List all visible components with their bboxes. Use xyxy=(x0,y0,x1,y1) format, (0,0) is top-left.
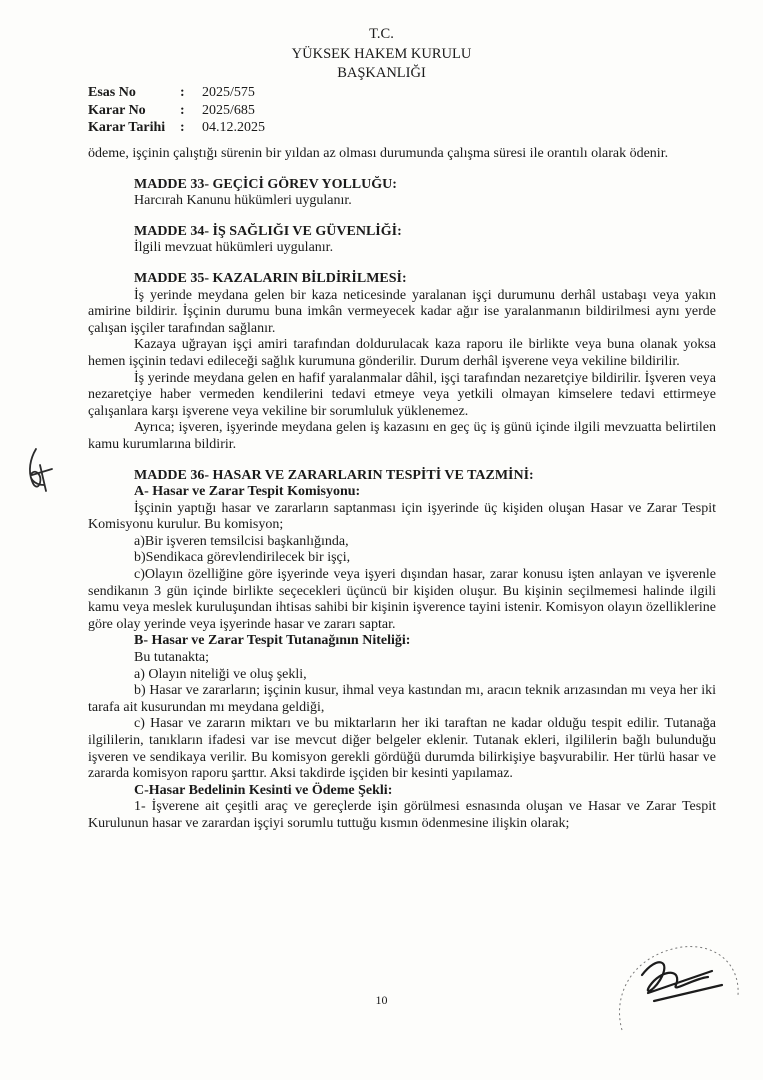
article-36-a-para: İşçinin yaptığı hasar ve zararların saptanması için işyerinde üç kişiden oluşan Hasar ve Zarar Tespit Komisyonu kurulur. Bu komisyon; xyxy=(88,500,716,533)
article-36-a-title: A- Hasar ve Zarar Tespit Komisyonu: xyxy=(134,484,361,500)
article-36-a-item-a: a)Bir işveren temsilcisi başkanlığında, xyxy=(134,533,349,549)
article-36-b-para: Bu tutanakta; xyxy=(134,650,210,666)
meta-key: Esas No xyxy=(88,85,136,100)
article-36-b-item-a: a) Olayın niteliği ve oluş şekli, xyxy=(134,666,307,682)
header-presidency: BAŞKANLIĞI xyxy=(337,65,426,81)
meta-colon: : xyxy=(180,102,185,118)
article-34-text: İlgili mevzuat hükümleri uygulanır. xyxy=(134,240,334,256)
article-33-text: Harcırah Kanunu hükümleri uygulanır. xyxy=(134,193,352,209)
meta-row-tarih xyxy=(88,119,265,137)
meta-value: 04.12.2025 xyxy=(202,120,265,135)
article-35-para-2: Kazaya uğrayan işçi amiri tarafından doldurulacak kaza raporu ile birlikte veya buna olanak yoksa hemen işçinin tedavi edileceği sağlık kurumuna gönderilir. Durum derhâl işverene veya vekiline bildirilir. xyxy=(88,337,716,369)
meta-row-karar xyxy=(88,102,265,120)
meta-value: 2025/575 xyxy=(202,85,255,100)
page-number: 10 xyxy=(375,993,388,1007)
article-36-b-item-b: b) Hasar ve zararların; işçinin kusur, ihmal veya kastından mı, aracın teknik arızasından mı veya her iki tarafa ait kusurundan mı meydana geldiği, xyxy=(88,683,716,715)
margin-initial-signature xyxy=(22,445,58,493)
meta-row-esas xyxy=(88,84,265,102)
article-36-c-item-1: 1- İşverene ait çeşitli araç ve gereçlerde işin görülmesi esnasında oluşan ve Hasar ve Zarar Tespit Kurulunun hasar ve zarardan işçiyi sorumlu tuttuğu kısmın ödenmesine ilişkin olarak; xyxy=(88,799,716,831)
article-36-title: MADDE 36- HASAR VE ZARARLARIN TESPİTİ VE TAZMİNİ: xyxy=(134,467,534,483)
document-body xyxy=(88,146,716,833)
meta-colon: : xyxy=(180,85,185,100)
article-35-para-1: İş yerinde meydana gelen bir kaza neticesinde yaralanan işçi durumunu derhâl ustabaşı veya yakın amirine bildirir. İşçinin durumu buna imkân vermeyecek kadar ağır ise yaralanmanın bildirilmesi aynı yerde çalışan işçiler tarafından sağlanır. xyxy=(88,287,716,336)
intro-paragraph: ödeme, işçinin çalıştığı sürenin bir yıldan az olması durumunda çalışma süresi ile orantılı olarak ödenir. xyxy=(88,146,669,161)
article-34-title: MADDE 34- İŞ SAĞLIĞI VE GÜVENLİĞİ: xyxy=(134,223,402,239)
header-tc: T.C. xyxy=(369,26,394,42)
article-36-c-title: C-Hasar Bedelinin Kesinti ve Ödeme Şekli: xyxy=(134,782,393,798)
meta-key: Karar Tarihi xyxy=(88,120,166,135)
article-35-para-3: İş yerinde meydana gelen en hafif yaralanmalar dâhil, işçi tarafından nezaretçiye bildirilir. İşveren veya nezaretçiye haber vermeden kendilerini tedavi etmeye veya yetkili olmayan kimselere tedavi ettirmeye çalışanlara karşı işverene veya vekiline bir sorumluluk yüklenemez. xyxy=(88,370,716,419)
article-35-title: MADDE 35- KAZALARIN BİLDİRİLMESİ: xyxy=(134,270,407,286)
meta-value: 2025/685 xyxy=(202,102,255,118)
header-institution: YÜKSEK HAKEM KURULU xyxy=(291,46,472,62)
article-36-b-title: B- Hasar ve Zarar Tespit Tutanağının Niteliği: xyxy=(134,633,411,649)
meta-colon: : xyxy=(180,120,185,135)
stamp-and-signature xyxy=(612,935,742,1035)
article-36-a-item-b: b)Sendikaca görevlendirilecek bir işçi, xyxy=(134,550,351,566)
case-meta xyxy=(88,84,265,137)
article-33-title: MADDE 33- GEÇİCİ GÖREV YOLLUĞU: xyxy=(134,176,397,192)
article-35-para-4: Ayrıca; işveren, işyerinde meydana gelen iş kazasını en geç üç iş günü içinde ilgili mevzuatta belirtilen kamu kurumlarına bildirir. xyxy=(88,420,716,452)
meta-key: Karar No xyxy=(88,102,146,118)
article-36-b-item-c: c) Hasar ve zararın miktarı ve bu miktarların her iki taraftan ne kadar olduğu tespit edilir. Tutanağa ilgililerin, tanıkların ifadesi var ise mevcut diğer belgeler eklenir. Tutanak ekleri, ilgililerin bağlı bulunduğu işveren ve sendikaya verilir. Bu komisyon gerekli gördüğü durumda bilirkişiye başvurabilir. Her türlü hasar ve zararda komisyon raporu şarttır. Aksi takdirde işçiden bir kesinti yapılamaz. xyxy=(88,716,716,782)
article-36-a-item-c: c)Olayın özelliğine göre işyerinde veya işyeri dışından hasar, zarar konusu işten anlayan ve işverenle sendikanın 3 gün içinde birlikte seçecekleri üçüncü bir kişiden oluşur. Bu kişinin seçilmemesi halinde ilgili kamu veya meslek kuruluşundan ihtisas sahibi bir kişinin işverence tayini istenir. Komisyon olayın özelliklerine göre olay yerinde veya işyerinde hasar ve zararı saptar. xyxy=(88,567,716,632)
